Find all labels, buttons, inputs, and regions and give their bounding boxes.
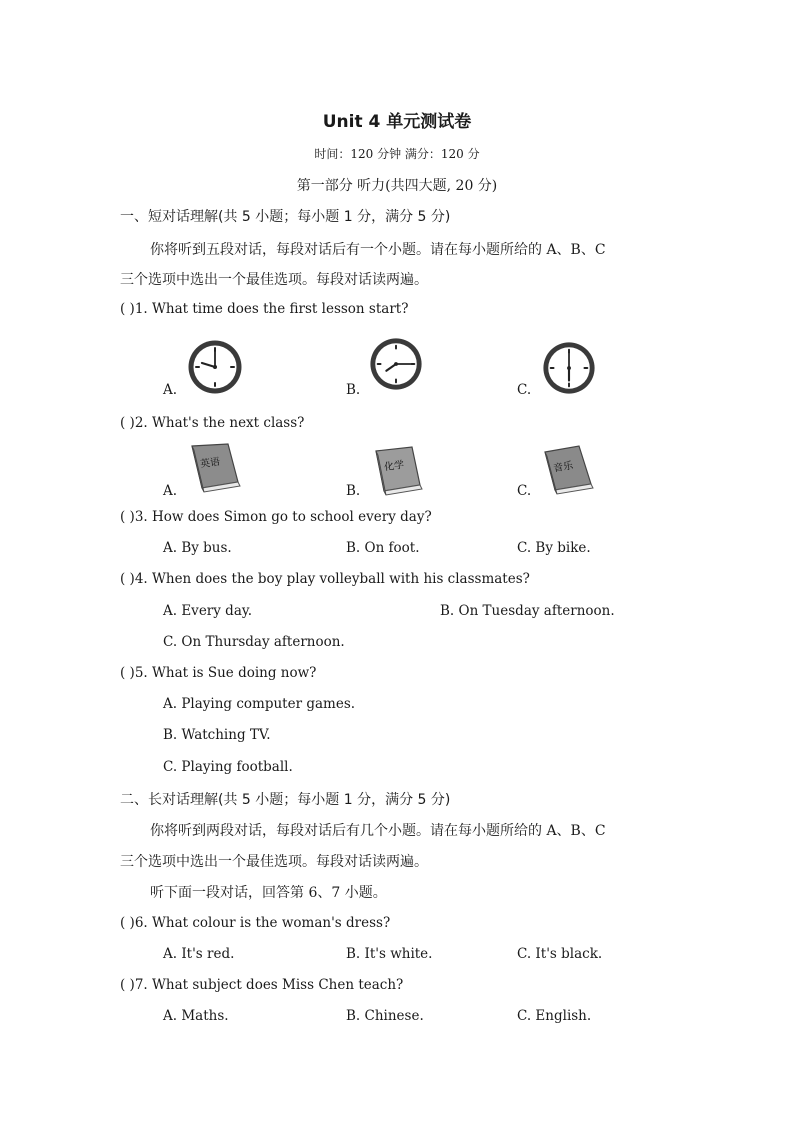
option-a: A. By bus. <box>163 540 232 556</box>
option-c: C. By bike. <box>517 540 591 556</box>
book-icon <box>186 442 244 494</box>
instructions: 你将听到五段对话，每段对话后有一个小题。请在每小题所给的 A、B、C <box>150 242 606 258</box>
option-c: C. On Thursday afternoon. <box>163 634 345 650</box>
instructions: 你将听到两段对话，每段对话后有几个小题。请在每小题所给的 A、B、C <box>150 823 606 839</box>
page-title: Unit 4 单元测试卷 <box>322 112 472 132</box>
clock-icon <box>541 340 597 396</box>
option-b: B. <box>346 382 361 398</box>
question-stem: ( )2. What's the next class? <box>120 415 305 431</box>
option-a: A. <box>163 483 178 499</box>
option-b: B. <box>346 483 361 499</box>
option-a: A. It's red. <box>163 946 235 962</box>
clock-icon <box>368 336 424 392</box>
clock-icon <box>186 338 244 396</box>
book-label: 音乐 <box>552 460 575 475</box>
question-stem: ( )7. What subject does Miss Chen teach? <box>120 977 404 993</box>
option-c: C. <box>517 483 532 499</box>
option-b: B. Chinese. <box>346 1008 424 1024</box>
exam-meta: 时间：120 分钟 满分：120 分 <box>314 147 480 161</box>
option-a: A. Maths. <box>163 1008 229 1024</box>
question-stem: ( )5. What is Sue doing now? <box>120 665 317 681</box>
instructions: 听下面一段对话，回答第 6、7 小题。 <box>150 885 387 901</box>
book-icon <box>539 444 597 496</box>
question-stem: ( )4. When does the boy play volleyball with his classmates? <box>120 571 530 587</box>
option-a: A. Every day. <box>163 603 252 619</box>
book-label: 英语 <box>199 456 221 471</box>
option-c: C. It's black. <box>517 946 603 962</box>
option-c: C. <box>517 382 532 398</box>
option-b: B. On foot. <box>346 540 420 556</box>
option-c: C. English. <box>517 1008 592 1024</box>
instructions: 三个选项中选出一个最佳选项。每段对话读两遍。 <box>120 854 428 870</box>
question-stem: ( )1. What time does the first lesson start? <box>120 301 409 317</box>
section-heading: 一、短对话理解(共 5 小题；每小题 1 分，满分 5 分) <box>120 209 451 225</box>
book-icon <box>368 445 426 497</box>
question-stem: ( )6. What colour is the woman's dress? <box>120 915 391 931</box>
option-b: B. Watching TV. <box>163 727 271 743</box>
question-stem: ( )3. How does Simon go to school every day? <box>120 509 432 525</box>
option-b: B. It's white. <box>346 946 433 962</box>
option-a: A. <box>163 382 178 398</box>
instructions: 三个选项中选出一个最佳选项。每段对话读两遍。 <box>120 272 428 288</box>
part-heading: 第一部分 听力(共四大题, 20 分) <box>296 178 498 194</box>
section-heading: 二、长对话理解(共 5 小题；每小题 1 分，满分 5 分) <box>120 792 451 808</box>
option-b: B. On Tuesday afternoon. <box>440 603 615 619</box>
book-label: 化学 <box>383 459 405 474</box>
option-a: A. Playing computer games. <box>163 696 356 712</box>
option-c: C. Playing football. <box>163 759 293 775</box>
